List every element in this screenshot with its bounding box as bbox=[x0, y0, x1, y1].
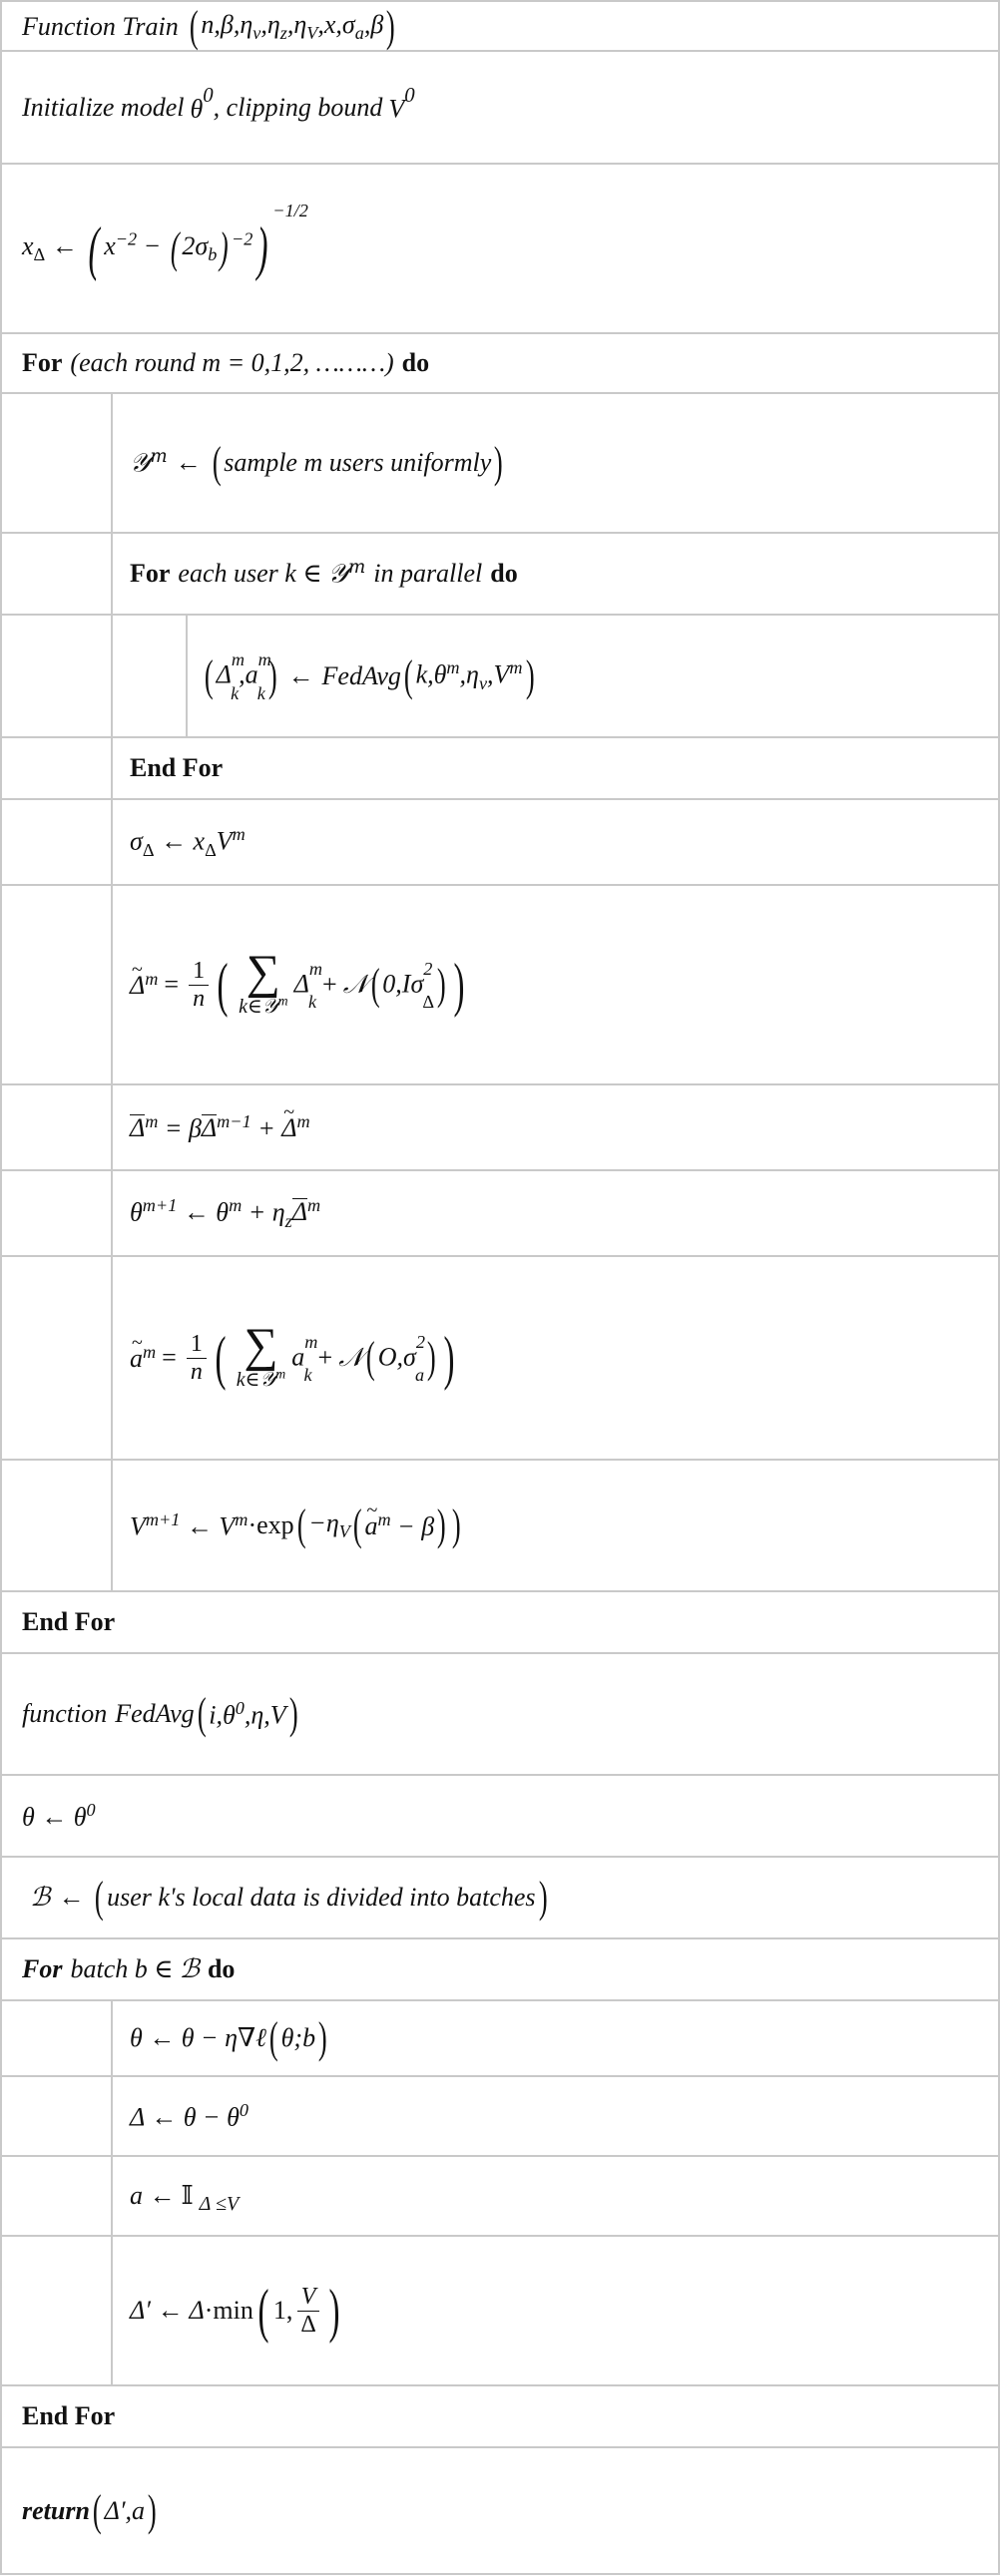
return-keyword: return bbox=[22, 2495, 90, 2525]
row-end-for-inner bbox=[2, 738, 998, 800]
row-for-each-user: For each user k ∈ 𝒴$^m$ in parallel do bbox=[2, 534, 998, 616]
do-keyword: do bbox=[401, 348, 430, 377]
for-keyword: For bbox=[22, 348, 63, 377]
function-label: function bbox=[22, 1699, 108, 1728]
in-parallel-text: in parallel bbox=[373, 559, 483, 588]
row-v-update: $V^{m+1}$ ← $V^m$ ·exp ( $-\eta_V$ ( ~ $a^m - \beta$ ) ) bbox=[2, 1461, 998, 1592]
initialize-label: Initialize model bbox=[22, 92, 185, 122]
batches-text: user k's local data is divided into batches bbox=[107, 1883, 536, 1912]
row-theta-sgd: θ ← θ − η∇ℓ ( θ;b ) bbox=[2, 2001, 998, 2077]
for-round-body: (each round m = 0,1,2, ………) bbox=[70, 348, 394, 377]
row-batches: ℬ ← ( user k's local data is divided into batches ) bbox=[2, 1858, 998, 1939]
for-user-body: each user k ∈ bbox=[178, 559, 322, 588]
fedavg-def-name: FedAvg bbox=[115, 1699, 195, 1728]
row-for-each-round bbox=[2, 334, 998, 394]
do-keyword: do bbox=[207, 1954, 236, 1983]
do-keyword: do bbox=[490, 559, 518, 588]
end-for-label: End For bbox=[22, 1607, 116, 1636]
row-delta-diff: Δ ← $\theta - \theta^0$ bbox=[2, 2077, 998, 2157]
row-x-delta bbox=[2, 165, 998, 334]
row-function-fedavg: function FedAvg ( $i,\theta^0,\eta,V$ ) bbox=[2, 1654, 998, 1776]
row-delta-tilde: ~ $\Delta^m$ = $\frac{1}{n}$ ( ∑ k∈𝒴$^m$ $\Delta^m_k$ + 𝒩 ( $0,I\sigma^2_\Delta$ ) ) bbox=[2, 886, 998, 1085]
end-for-label: End For bbox=[22, 2401, 116, 2430]
row-return: return ( Δ′,a ) bbox=[2, 2448, 998, 2575]
row-theta-init: θ ← $\theta^0$ bbox=[2, 1776, 998, 1858]
row-delta-bar: $\Delta^m = \beta\Delta^{m-1}$ + ~ $\Delta^m$ bbox=[2, 1085, 998, 1171]
end-for-label: End For bbox=[130, 753, 224, 782]
function-train-label: Function Train bbox=[22, 12, 179, 41]
clipping-bound-label: , clipping bound bbox=[213, 92, 383, 122]
row-end-for-outer bbox=[2, 1592, 998, 1654]
return-args: Δ′,a bbox=[104, 2495, 146, 2525]
row-fedavg-call: ( $\Delta^m_k,a^m_k$ ) ← FedAvg ( $k,\theta^m,\eta_v,V^m$ ) bbox=[2, 616, 998, 738]
row-end-for-batch bbox=[2, 2386, 998, 2448]
for-keyword: For bbox=[130, 559, 171, 588]
for-keyword: For bbox=[22, 1954, 63, 1983]
sample-users-text: sample m users uniformly bbox=[224, 448, 492, 477]
for-batch-body: batch b ∈ bbox=[70, 1954, 174, 1983]
x-delta-expr: $x_\Delta$ ← ( $x^{-2}$ − ( $2\sigma_b$) $^{-2}$)$^{-1/2}$ bbox=[22, 201, 308, 281]
function-train-args: $n,\beta,\eta_v,\eta_z,\eta_V,x,\sigma_a,\beta$ bbox=[201, 9, 384, 44]
row-initialize: Initialize model $\theta^0$ , clipping bound $V^0$ bbox=[2, 52, 998, 165]
row-a-tilde: ~ $a^m$ = $\frac{1}{n}$ ( ∑ k∈𝒴$^m$ $a^m_k$ + 𝒩 ( $O,\sigma^2_a$ ) ) bbox=[2, 1257, 998, 1461]
fedavg-fn-name: FedAvg bbox=[321, 660, 401, 690]
row-delta-clip: Δ′ ← Δ ·min ( 1, $\frac{V}{\Delta}$ ) bbox=[2, 2237, 998, 2386]
row-function-train: Function Train ( $n,\beta,\eta_v,\eta_z,\eta_V,x,\sigma_a,\beta$ ) bbox=[2, 0, 998, 52]
row-theta-update: $\theta^{m+1}$ ← $\theta^m + \eta_z\Delta^m$ bbox=[2, 1171, 998, 1257]
row-sigma-delta: $\sigma_\Delta$ ← $x_\Delta V^m$ bbox=[2, 800, 998, 886]
row-sample-users: 𝒴$^m$ ← ( sample m users uniformly ) bbox=[2, 394, 998, 534]
row-for-batch: For batch b ∈ ℬ do bbox=[2, 1939, 998, 2001]
row-indicator: a ← 𝕀 Δ ≤V bbox=[2, 2157, 998, 2237]
